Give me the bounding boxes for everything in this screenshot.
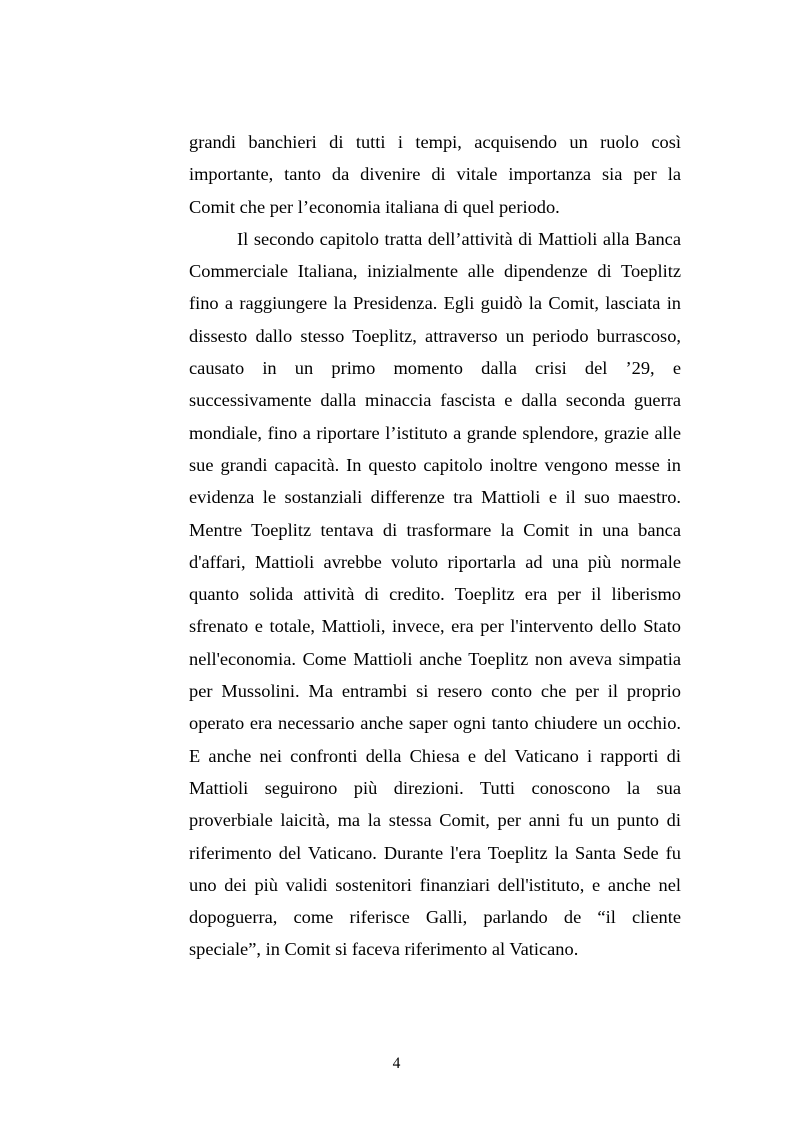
text-line: per Mussolini. Ma entrambi si resero conto che per il proprio bbox=[189, 681, 681, 702]
text-line: Mattioli seguirono più direzioni. Tutti conoscono la sua bbox=[189, 777, 681, 798]
text-line: importante, tanto da divenire di vitale importanza sia per la bbox=[189, 164, 681, 185]
text-line: Commerciale Italiana, inizialmente alle dipendenze di Toeplitz bbox=[189, 261, 681, 282]
text-line: nell'economia. Come Mattioli anche Toeplitz non aveva simpatia bbox=[189, 648, 681, 669]
text-line: uno dei più validi sostenitori finanziari dell'istituto, e anche nel bbox=[189, 874, 681, 895]
text-line: causato in un primo momento dalla crisi del ’29, e bbox=[189, 358, 681, 379]
text-line: grandi banchieri di tutti i tempi, acquisendo un ruolo così bbox=[189, 132, 681, 152]
text-line: E anche nei confronti della Chiesa e del Vaticano i rapporti di bbox=[189, 745, 681, 766]
text-line: mondiale, fino a riportare l’istituto a grande splendore, grazie alle bbox=[189, 422, 681, 443]
text-line: speciale”, in Comit si faceva riferimento al Vaticano. bbox=[189, 939, 579, 960]
text-line: Mentre Toeplitz tentava di trasformare la Comit in una banca bbox=[189, 519, 681, 540]
text-line: successivamente dalla minaccia fascista e dalla seconda guerra bbox=[189, 390, 681, 411]
text-line: sfrenato e totale, Mattioli, invece, era per l'intervento dello Stato bbox=[189, 616, 681, 637]
paragraph-1 bbox=[189, 126, 681, 223]
text-line: fino a raggiungere la Presidenza. Egli guidò la Comit, lasciata in bbox=[189, 293, 681, 314]
text-line: d'affari, Mattioli avrebbe voluto riportarla ad una più normale bbox=[189, 551, 681, 572]
text-line: operato era necessario anche saper ogni tanto chiudere un occhio. bbox=[189, 713, 681, 734]
page-number: 4 bbox=[392, 1055, 401, 1072]
text-line: Comit che per l’economia italiana di quel periodo. bbox=[189, 196, 560, 217]
text-line: evidenza le sostanziali differenze tra Mattioli e il suo maestro. bbox=[189, 487, 681, 508]
paragraph-2 bbox=[189, 223, 681, 966]
document-body bbox=[189, 126, 681, 966]
text-line: dopoguerra, come riferisce Galli, parlando de “il cliente bbox=[189, 907, 681, 928]
text-line: Il secondo capitolo tratta dell’attività di Mattioli alla Banca bbox=[237, 228, 681, 249]
text-line: riferimento del Vaticano. Durante l'era Toeplitz la Santa Sede fu bbox=[189, 842, 681, 863]
text-line: dissesto dallo stesso Toeplitz, attraverso un periodo burrascoso, bbox=[189, 325, 681, 346]
text-line: quanto solida attività di credito. Toeplitz era per il liberismo bbox=[189, 584, 681, 605]
text-line: proverbiale laicità, ma la stessa Comit, per anni fu un punto di bbox=[189, 810, 681, 831]
text-line: sue grandi capacità. In questo capitolo inoltre vengono messe in bbox=[189, 454, 681, 475]
